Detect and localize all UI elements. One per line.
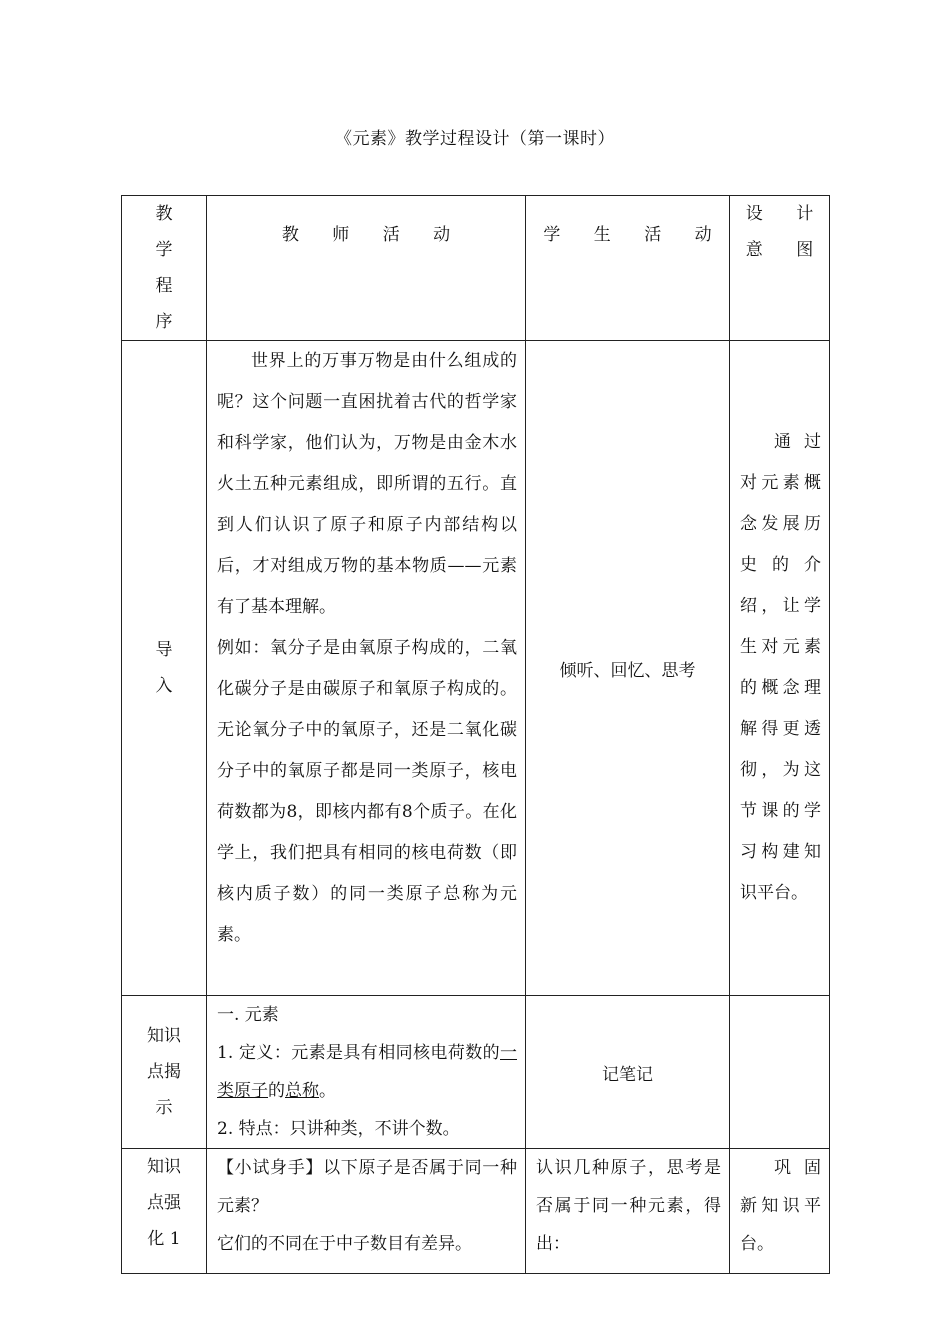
table-row-intro bbox=[122, 341, 830, 996]
header-teacher: 教 师 活 动 bbox=[207, 196, 526, 341]
student-activity-knowledge-reveal: 记笔记 bbox=[526, 996, 730, 1149]
student-activity-knowledge-reinforce: 认识几种原子，思考是否属于同一种元素，得出： bbox=[526, 1149, 730, 1274]
stage-knowledge-reinforce: 知识 点强 化 1 bbox=[122, 1149, 207, 1274]
element-feature: 2. 特点：只讲种类，不讲个数。 bbox=[217, 1119, 460, 1139]
header-stage-line-2: 程 序 bbox=[155, 276, 187, 332]
intro-paragraph-2: 例如：氧分子是由氧原子构成的，二氧化碳分子是由碳原子和氧原子构成的。无论氧分子中的氧原子，还是二氧化碳分子中的氧原子都是同一类原子，核电荷数都为8，即核内都有8个质子。在化学上，我们把具有相同的核电荷数（即核内质子数）的同一类原子总称为元素。 bbox=[217, 638, 517, 945]
stage-intro: 导 入 bbox=[122, 341, 207, 996]
element-definition: 1. 定义：元素是具有相同核电荷数的一类原子的总称。 bbox=[217, 1043, 517, 1101]
stage-knowledge-reveal: 知识 点揭 示 bbox=[122, 996, 207, 1149]
page-title: 《元素》教学过程设计（第一课时） bbox=[335, 129, 615, 149]
table-row-knowledge-reinforce bbox=[122, 1149, 830, 1274]
quiz-note: 它们的不同在于中子数目有差异。 bbox=[217, 1234, 472, 1254]
lesson-plan-table bbox=[121, 195, 830, 1274]
header-stage-line-1: 教 学 bbox=[155, 204, 187, 260]
table-row-knowledge-reveal bbox=[122, 996, 830, 1149]
element-heading: 一. 元素 bbox=[217, 1005, 279, 1025]
underlined-term-collective: 总称 bbox=[285, 1081, 319, 1101]
student-activity-intro: 倾听、回忆、思考 bbox=[526, 341, 730, 996]
header-student: 学 生 活 动 bbox=[526, 196, 730, 341]
header-intent-line-1: 设 计 bbox=[745, 204, 828, 224]
teacher-activity-intro bbox=[207, 341, 526, 996]
underlined-term-atom-class: 一类原子 bbox=[217, 1043, 517, 1101]
quiz-prompt: 【小试身手】以下原子是否属于同一种元素？ bbox=[217, 1158, 517, 1216]
teacher-activity-knowledge-reinforce bbox=[207, 1149, 526, 1274]
design-intent-knowledge-reinforce: 巩固新知识平台。 bbox=[730, 1149, 830, 1274]
header-intent-line-2: 意 图 bbox=[745, 240, 828, 260]
table-header-row bbox=[122, 196, 830, 341]
design-intent-knowledge-reveal bbox=[730, 996, 830, 1149]
header-intent bbox=[730, 196, 830, 341]
design-intent-intro: 通过对元素概念发展历史的介绍，让学生对元素的概念理解得更透彻，为这节课的学习构建知识平台。 bbox=[730, 341, 830, 996]
header-stage bbox=[122, 196, 207, 341]
intro-paragraph-1: 世界上的万事万物是由什么组成的呢？这个问题一直困扰着古代的哲学家和科学家，他们认为，万物是由金木水火土五种元素组成，即所谓的五行。直到人们认识了原子和原子内部结构以后，才对组成万物的基本物质——元素有了基本理解。 bbox=[217, 351, 517, 617]
teacher-activity-knowledge-reveal bbox=[207, 996, 526, 1149]
